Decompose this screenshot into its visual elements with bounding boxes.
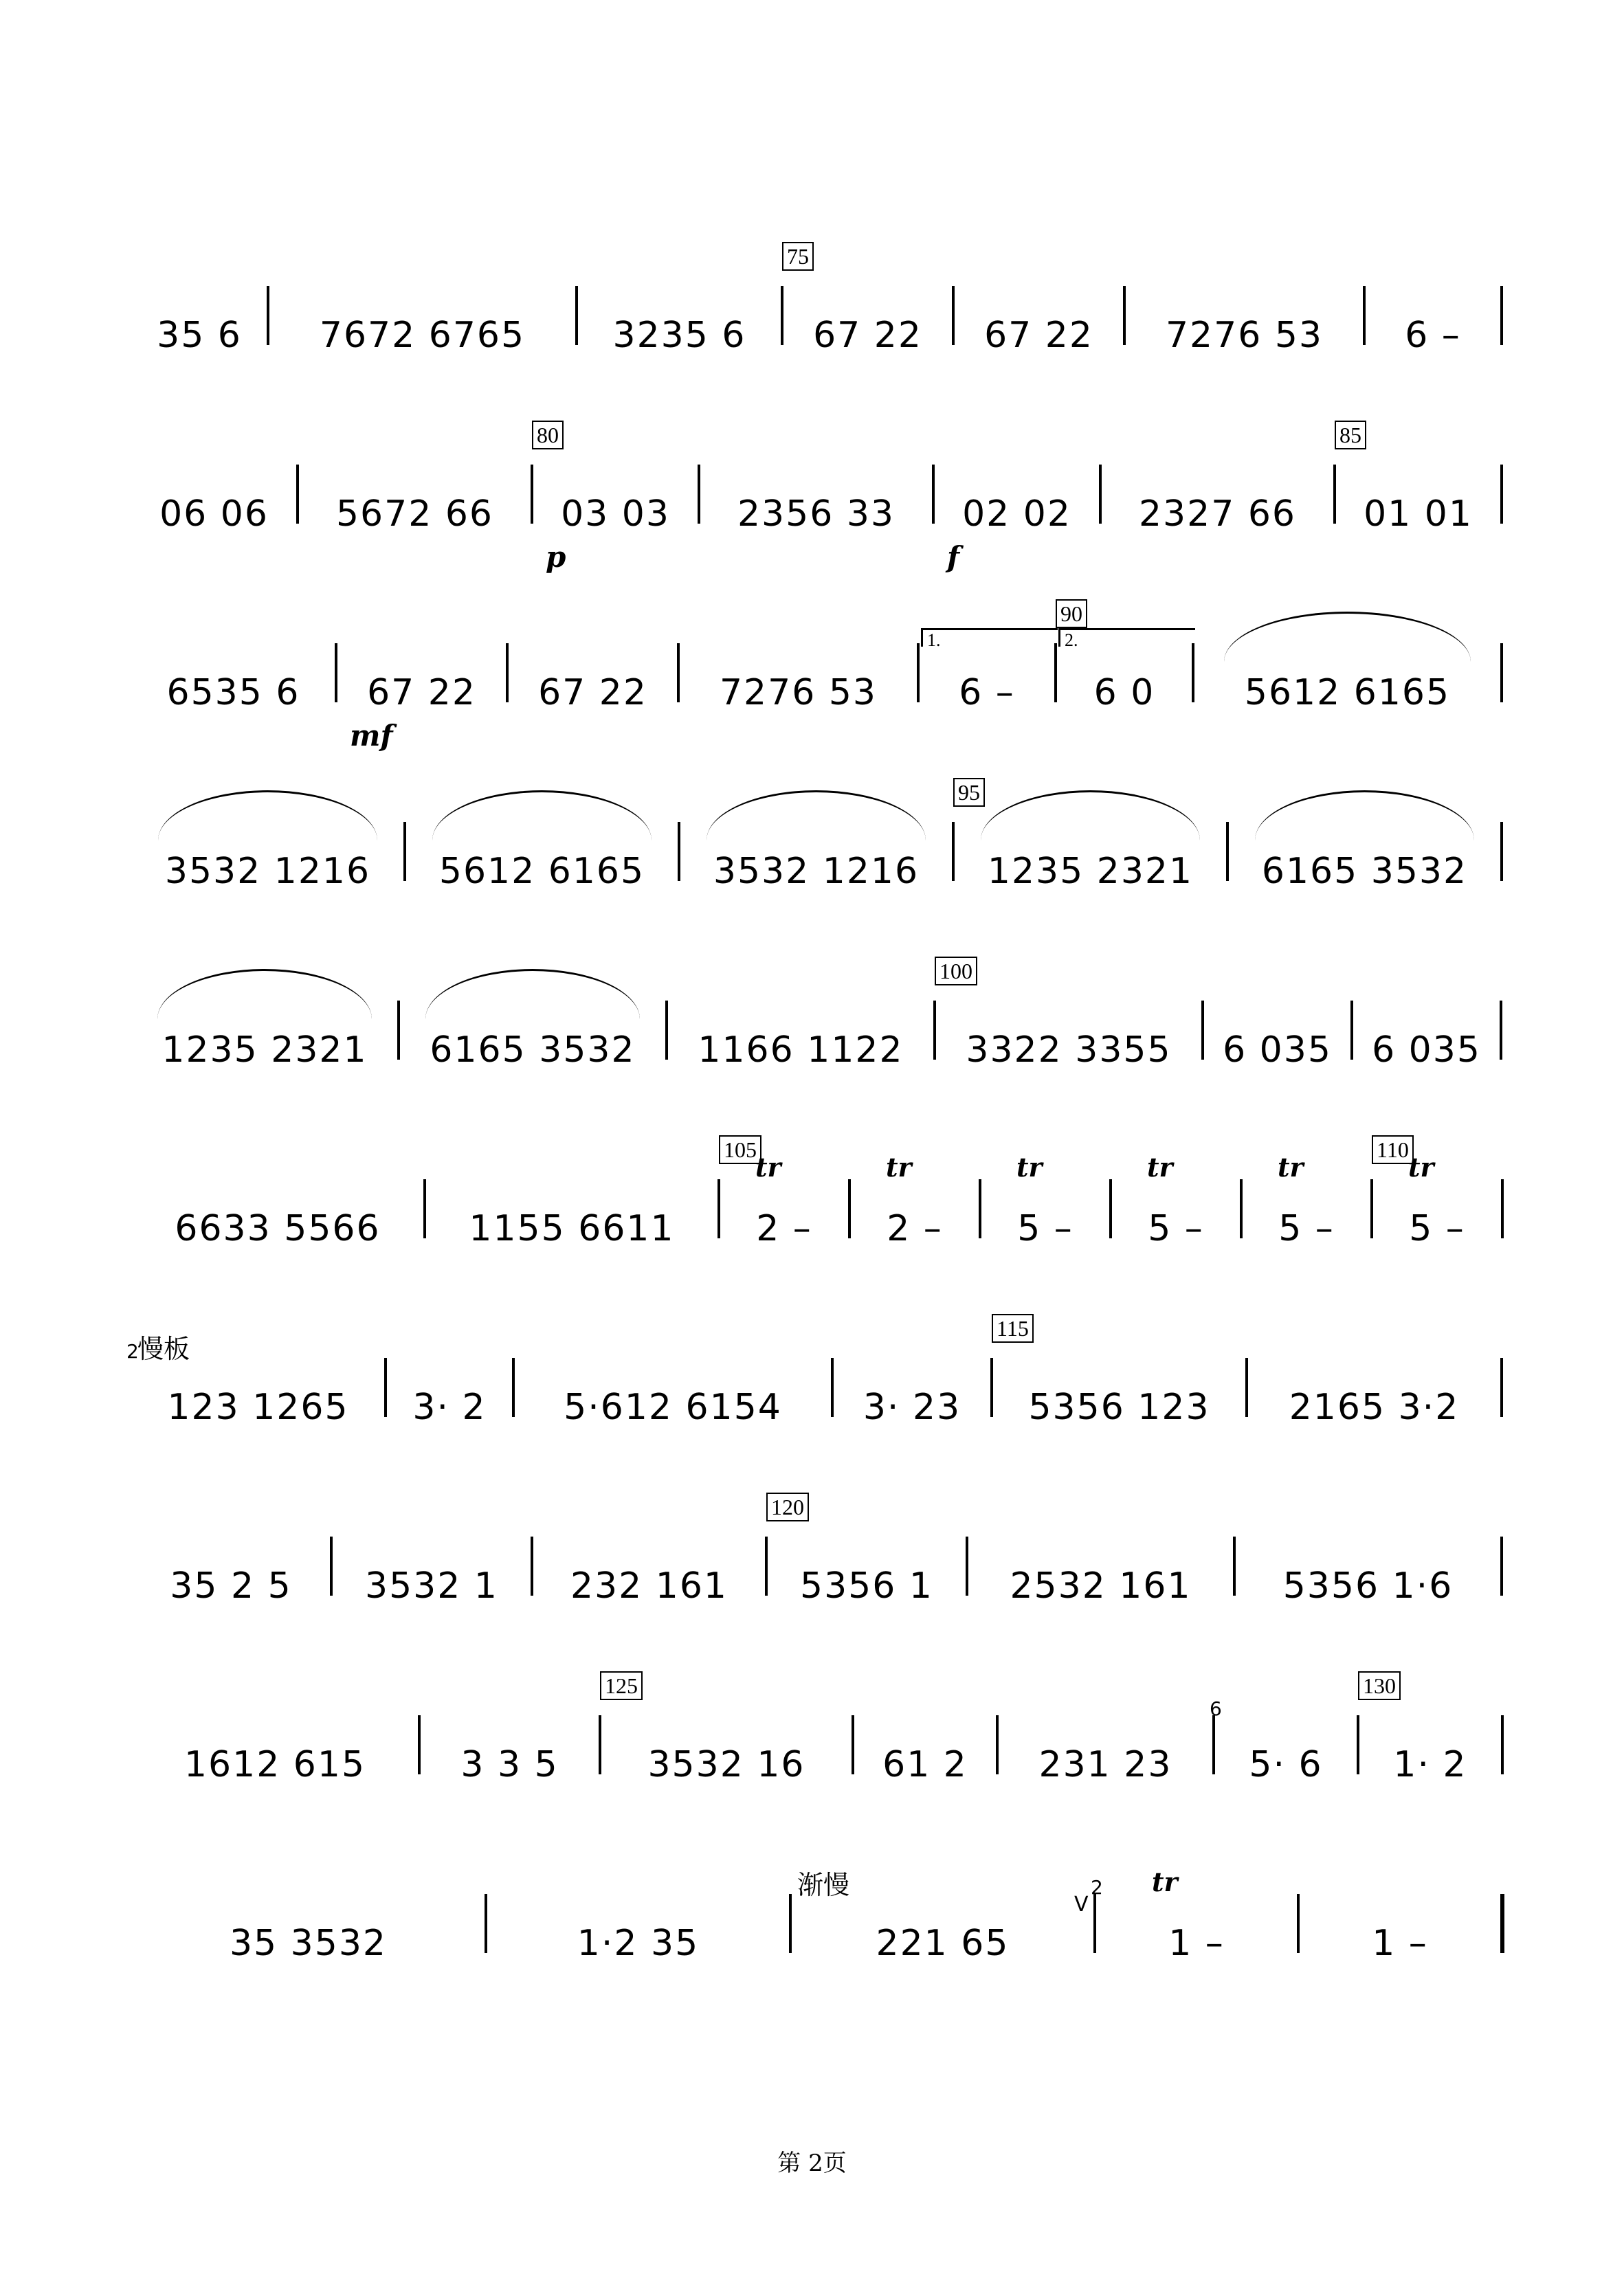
measure-notes: 67 22: [367, 672, 476, 713]
staff-system: [131, 959, 1502, 1086]
staff-system: [131, 1137, 1502, 1264]
volta-bracket: 2.: [1058, 628, 1195, 647]
volta-bracket: 1.: [921, 628, 1058, 647]
rehearsal-mark: 110: [1372, 1135, 1414, 1164]
measure-notes: 3532 1216: [713, 851, 920, 892]
measure-notes: 1 –: [1168, 1923, 1225, 1964]
barline: [1500, 1358, 1503, 1417]
trill-mark: tr: [1408, 1152, 1434, 1183]
measure: [667, 1003, 935, 1086]
measure-notes: 5612 6165: [1244, 672, 1451, 713]
measure: [486, 1897, 790, 1979]
measure: [918, 630, 1056, 728]
measure-notes: 5 –: [1017, 1208, 1074, 1249]
measure: [967, 1539, 1234, 1622]
measure-notes: 1235 2321: [162, 1029, 368, 1071]
breath-mark: V: [1074, 1893, 1089, 1917]
measure-notes: 2 –: [887, 1208, 943, 1249]
measure: [790, 1870, 1095, 1979]
staff-system: [131, 1866, 1502, 1979]
measure: [953, 780, 1227, 907]
measure: [1335, 423, 1502, 550]
measure-notes: 6 –: [1405, 315, 1461, 356]
measure: [126, 1334, 386, 1443]
measure-notes: 1· 2: [1393, 1744, 1467, 1785]
measure-notes: 221 65: [876, 1923, 1010, 1964]
measure-notes: 3532 16: [647, 1744, 805, 1785]
slur: [981, 790, 1200, 840]
measure: [425, 1182, 719, 1264]
rehearsal-mark: 130: [1358, 1671, 1401, 1700]
measure: [1241, 1152, 1372, 1264]
measure: [782, 244, 953, 371]
measure: [131, 289, 268, 371]
trill-mark: tr: [1152, 1866, 1178, 1897]
measure: [1091, 1866, 1298, 1979]
measure: [513, 1361, 832, 1443]
measure: [131, 467, 298, 550]
measure-notes: 6 0: [1093, 672, 1155, 713]
measure-notes: 67 22: [813, 315, 922, 356]
rehearsal-mark: 100: [935, 957, 977, 985]
measure-notes: 3532 1216: [164, 851, 371, 892]
measure: [699, 467, 933, 550]
measure-notes: 6 035: [1223, 1029, 1332, 1071]
rehearsal-mark: 85: [1335, 421, 1366, 449]
dynamic-mark: f: [947, 540, 960, 574]
measure: [131, 1182, 425, 1264]
barline: [1500, 465, 1503, 524]
measure-notes: 6 035: [1372, 1029, 1481, 1071]
measure-notes: 5 –: [1409, 1208, 1465, 1249]
measure-notes: 5672 66: [335, 493, 494, 535]
measure: [1203, 1003, 1352, 1086]
rehearsal-mark: 105: [719, 1135, 761, 1164]
measure: [1210, 1697, 1358, 1800]
measure-notes: 1166 1122: [698, 1029, 904, 1071]
measure: [832, 1361, 992, 1443]
trill-mark: tr: [886, 1152, 912, 1183]
staff-system: [126, 1316, 1502, 1443]
measure: [953, 289, 1124, 371]
slur: [707, 790, 926, 840]
staff-system: [131, 1673, 1502, 1800]
measure: [298, 467, 532, 550]
measure-notes: 6633 5566: [175, 1208, 381, 1249]
measure: [1234, 1539, 1502, 1622]
measure: [766, 1495, 967, 1622]
measure-notes: 1·2 35: [577, 1923, 700, 1964]
slur: [425, 969, 640, 1019]
slur: [1224, 612, 1471, 662]
measure-notes: 232 161: [570, 1565, 728, 1607]
measure: [1358, 1673, 1502, 1800]
barline: [1500, 1001, 1502, 1060]
trill-mark: tr: [1016, 1152, 1043, 1183]
measure: [405, 825, 679, 907]
measure-notes: 35 6: [157, 315, 242, 356]
measure: [1124, 289, 1364, 371]
measure: [853, 1718, 997, 1800]
slur: [432, 790, 652, 840]
rehearsal-mark: 125: [600, 1671, 643, 1700]
measure-notes: 5356 1: [800, 1565, 933, 1607]
measure-notes: 231 23: [1038, 1744, 1172, 1785]
barline: [1500, 286, 1503, 345]
measure-notes: 6 –: [959, 672, 1015, 713]
measure: [1352, 1003, 1501, 1086]
measure-notes: 3· 2: [412, 1387, 487, 1428]
staff-system: [131, 1495, 1502, 1622]
measure: [980, 1152, 1111, 1264]
measure-notes: 7276 53: [719, 672, 878, 713]
measure: [719, 1137, 849, 1264]
measure: [532, 1539, 766, 1622]
measure-notes: 2 –: [756, 1208, 812, 1249]
measure: [131, 646, 336, 728]
measure: [1056, 601, 1193, 728]
measure-notes: 123 1265: [167, 1387, 349, 1428]
measure: [933, 467, 1100, 574]
measure-notes: 5 –: [1148, 1208, 1204, 1249]
measure: [1227, 825, 1502, 907]
barline: [1500, 1537, 1503, 1596]
tempo-mark: 渐慢: [797, 1870, 850, 1900]
staff-system: [131, 423, 1502, 574]
barline: [1501, 1179, 1504, 1238]
measure: [507, 646, 678, 728]
measure: [1372, 1137, 1502, 1264]
measure: [1247, 1361, 1502, 1443]
barline: [1500, 1894, 1504, 1953]
measure: [1298, 1897, 1502, 1979]
slur: [157, 969, 372, 1019]
staff-system: [131, 780, 1502, 907]
measure: [131, 1897, 486, 1979]
staff-system: [131, 244, 1502, 371]
measure-notes: 35 2 5: [170, 1565, 292, 1607]
measure-notes: 5 –: [1278, 1208, 1335, 1249]
measure-notes: 5612 6165: [438, 851, 645, 892]
grace-note: 6: [1210, 1697, 1222, 1720]
dynamic-mark: p: [546, 540, 566, 574]
measure: [1193, 646, 1502, 728]
measure: [849, 1152, 980, 1264]
measure: [577, 289, 782, 371]
measure-notes: 5·612 6154: [564, 1387, 782, 1428]
trill-mark: tr: [755, 1152, 781, 1183]
measure-notes: 6535 6: [166, 672, 300, 713]
rehearsal-mark: 95: [953, 778, 985, 807]
measure: [131, 825, 405, 907]
measure-notes: 1155 6611: [469, 1208, 675, 1249]
measure: [1100, 467, 1335, 550]
measure-notes: 3 3 5: [460, 1744, 559, 1785]
grace-note: 2: [1091, 1876, 1103, 1899]
dynamic-mark: mf: [350, 719, 393, 752]
measure-notes: 67 22: [984, 315, 1093, 356]
trill-mark: tr: [1147, 1152, 1173, 1183]
rehearsal-mark: 75: [782, 242, 814, 271]
measure-notes: 5356 1·6: [1282, 1565, 1454, 1607]
measure: [679, 825, 953, 907]
measure-notes: 6165 3532: [430, 1029, 636, 1071]
measure-notes: 67 22: [538, 672, 647, 713]
barline: [1500, 643, 1503, 702]
measure: [935, 959, 1203, 1086]
measure-notes: 06 06: [159, 493, 269, 535]
measure: [336, 646, 507, 752]
measure: [419, 1718, 600, 1800]
measure-notes: 02 02: [962, 493, 1071, 535]
rehearsal-mark: 115: [992, 1314, 1034, 1343]
measure-notes: 1612 615: [183, 1744, 366, 1785]
measure-notes: 35 3532: [229, 1923, 388, 1964]
measure: [399, 1003, 667, 1086]
page-footer: 第 2页: [777, 2150, 847, 2177]
measure: [131, 1718, 419, 1800]
measure: [1364, 289, 1502, 371]
measure: [268, 289, 577, 371]
rehearsal-mark: 80: [532, 421, 564, 449]
slur: [1255, 790, 1474, 840]
measure-notes: 2532 161: [1010, 1565, 1192, 1607]
staff-system: [131, 601, 1502, 752]
measure: [532, 423, 699, 574]
measure-notes: 3322 3355: [966, 1029, 1172, 1071]
measure: [997, 1718, 1214, 1800]
measure-notes: 3235 6: [612, 315, 746, 356]
measure: [678, 646, 918, 728]
measure-notes: 7276 53: [1165, 315, 1324, 356]
measure-notes: 1 –: [1372, 1923, 1428, 1964]
measure-notes: 2327 66: [1138, 493, 1297, 535]
measure: [992, 1316, 1247, 1443]
measure-notes: 6165 3532: [1261, 851, 1468, 892]
measure: [1111, 1152, 1241, 1264]
measure-notes: 61 2: [882, 1744, 968, 1785]
tempo-mark: 慢板: [137, 1334, 190, 1364]
measure-notes: 7672 6765: [319, 315, 526, 356]
measure: [600, 1673, 853, 1800]
grace-note: 2: [126, 1340, 139, 1363]
measure: [386, 1361, 513, 1443]
measure: [331, 1539, 532, 1622]
slur: [158, 790, 377, 840]
measure-notes: 2356 33: [737, 493, 896, 535]
measure-notes: 5· 6: [1249, 1744, 1323, 1785]
measure-notes: 2165 3·2: [1289, 1387, 1460, 1428]
rehearsal-mark: 120: [766, 1493, 809, 1521]
measure-notes: 3· 23: [863, 1387, 961, 1428]
barline: [1500, 822, 1503, 881]
rehearsal-mark: 90: [1056, 599, 1087, 628]
measure-notes: 01 01: [1364, 493, 1473, 535]
trill-mark: tr: [1278, 1152, 1304, 1183]
measure: [131, 1003, 399, 1086]
measure: [131, 1539, 331, 1622]
measure-notes: 5356 123: [1028, 1387, 1210, 1428]
measure-notes: 03 03: [561, 493, 670, 535]
barline: [1501, 1715, 1504, 1774]
measure-notes: 3532 1: [365, 1565, 498, 1607]
measure-notes: 1235 2321: [987, 851, 1194, 892]
